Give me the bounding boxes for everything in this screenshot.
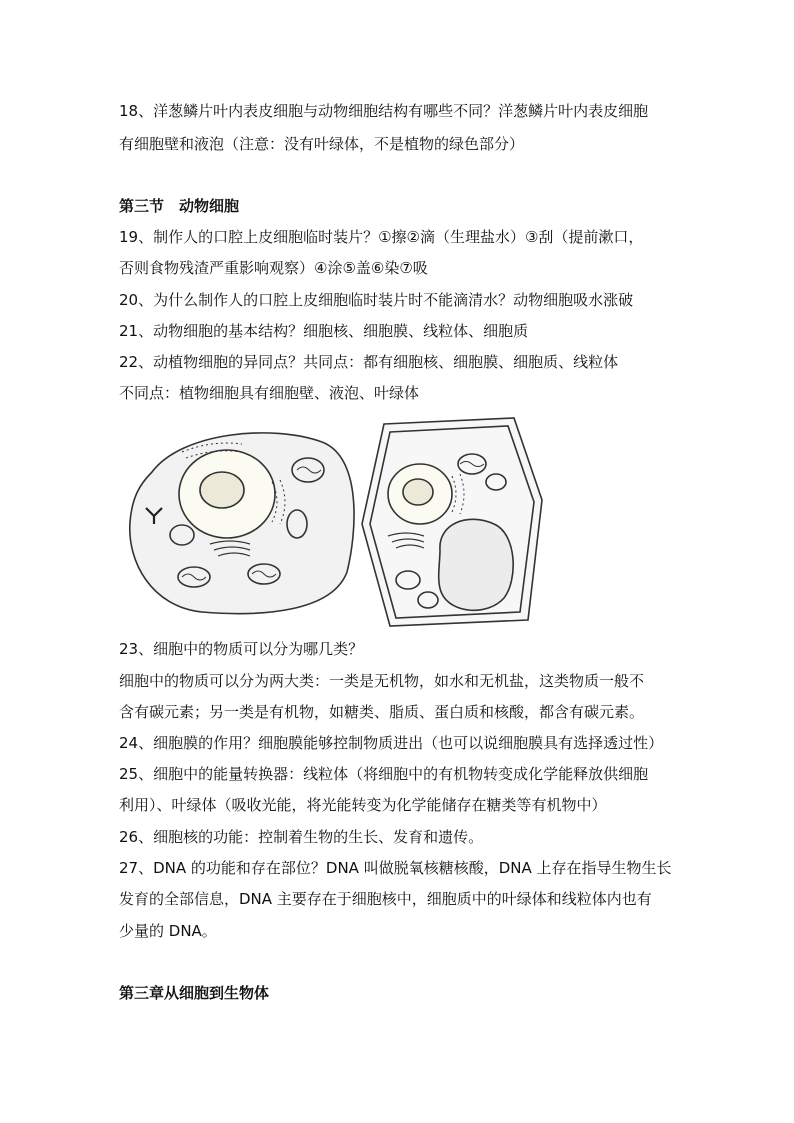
question-21: 21、动物细胞的基本结构？细胞核、细胞膜、线粒体、细胞质 [119, 322, 529, 340]
question-19-line-1: 19、制作人的口腔上皮细胞临时装片？①擦②滴（生理盐水）③刮（提前漱口， [119, 228, 644, 246]
question-22-line-1: 22、动植物细胞的异同点？共同点：都有细胞核、细胞膜、细胞质、线粒体 [119, 353, 619, 371]
question-27-line-2: 发育的全部信息，DNA 主要存在于细胞核中，细胞质中的叶绿体和线粒体内也有 [119, 890, 652, 908]
animal-cell [130, 433, 354, 614]
question-25-line-2: 利用）、叶绿体（吸收光能，将光能转变为化学能储存在糖类等有机物中） [119, 796, 607, 814]
answer-23-line-1: 细胞中的物质可以分为两大类：一类是无机物，如水和无机盐，这类物质一般不 [119, 672, 645, 690]
question-18-line-2: 有细胞壁和液泡（注意：没有叶绿体，不是植物的绿色部分） [119, 135, 525, 153]
question-23: 23、细胞中的物质可以分为哪几类？ [119, 640, 364, 658]
cell-diagram [122, 412, 552, 628]
question-25-line-1: 25、细胞中的能量转换器：线粒体（将细胞中的有机物转变成化学能释放供细胞 [119, 765, 649, 783]
chapter-heading: 第三章从细胞到生物体 [119, 984, 270, 1002]
answer-23-line-2: 含有碳元素；另一类是有机物，如糖类、脂质、蛋白质和核酸，都含有碳元素。 [119, 703, 645, 721]
question-27-line-1: 27、DNA 的功能和存在部位？DNA 叫做脱氧核糖核酸，DNA 上存在指导生物生长 [119, 859, 672, 877]
question-20: 20、为什么制作人的口腔上皮细胞临时装片时不能滴清水？动物细胞吸水涨破 [119, 291, 634, 309]
section-heading: 第三节 动物细胞 [119, 197, 240, 215]
question-18-line-1: 18、洋葱鳞片叶内表皮细胞与动物细胞结构有哪些不同？洋葱鳞片叶内表皮细胞 [119, 102, 649, 120]
question-24: 24、细胞膜的作用？细胞膜能够控制物质进出（也可以说细胞膜具有选择透过性） [119, 734, 664, 752]
question-26: 26、细胞核的功能：控制着生物的生长、发育和遗传。 [119, 828, 484, 846]
plant-cell [362, 418, 542, 626]
question-22-line-2: 不同点：植物细胞具有细胞壁、液泡、叶绿体 [119, 384, 420, 402]
vacuole [439, 519, 513, 610]
question-27-line-3: 少量的 DNA。 [119, 922, 217, 940]
question-19-line-2: 否则食物残渣严重影响观察）④涂⑤盖⑥染⑦吸 [119, 259, 428, 277]
